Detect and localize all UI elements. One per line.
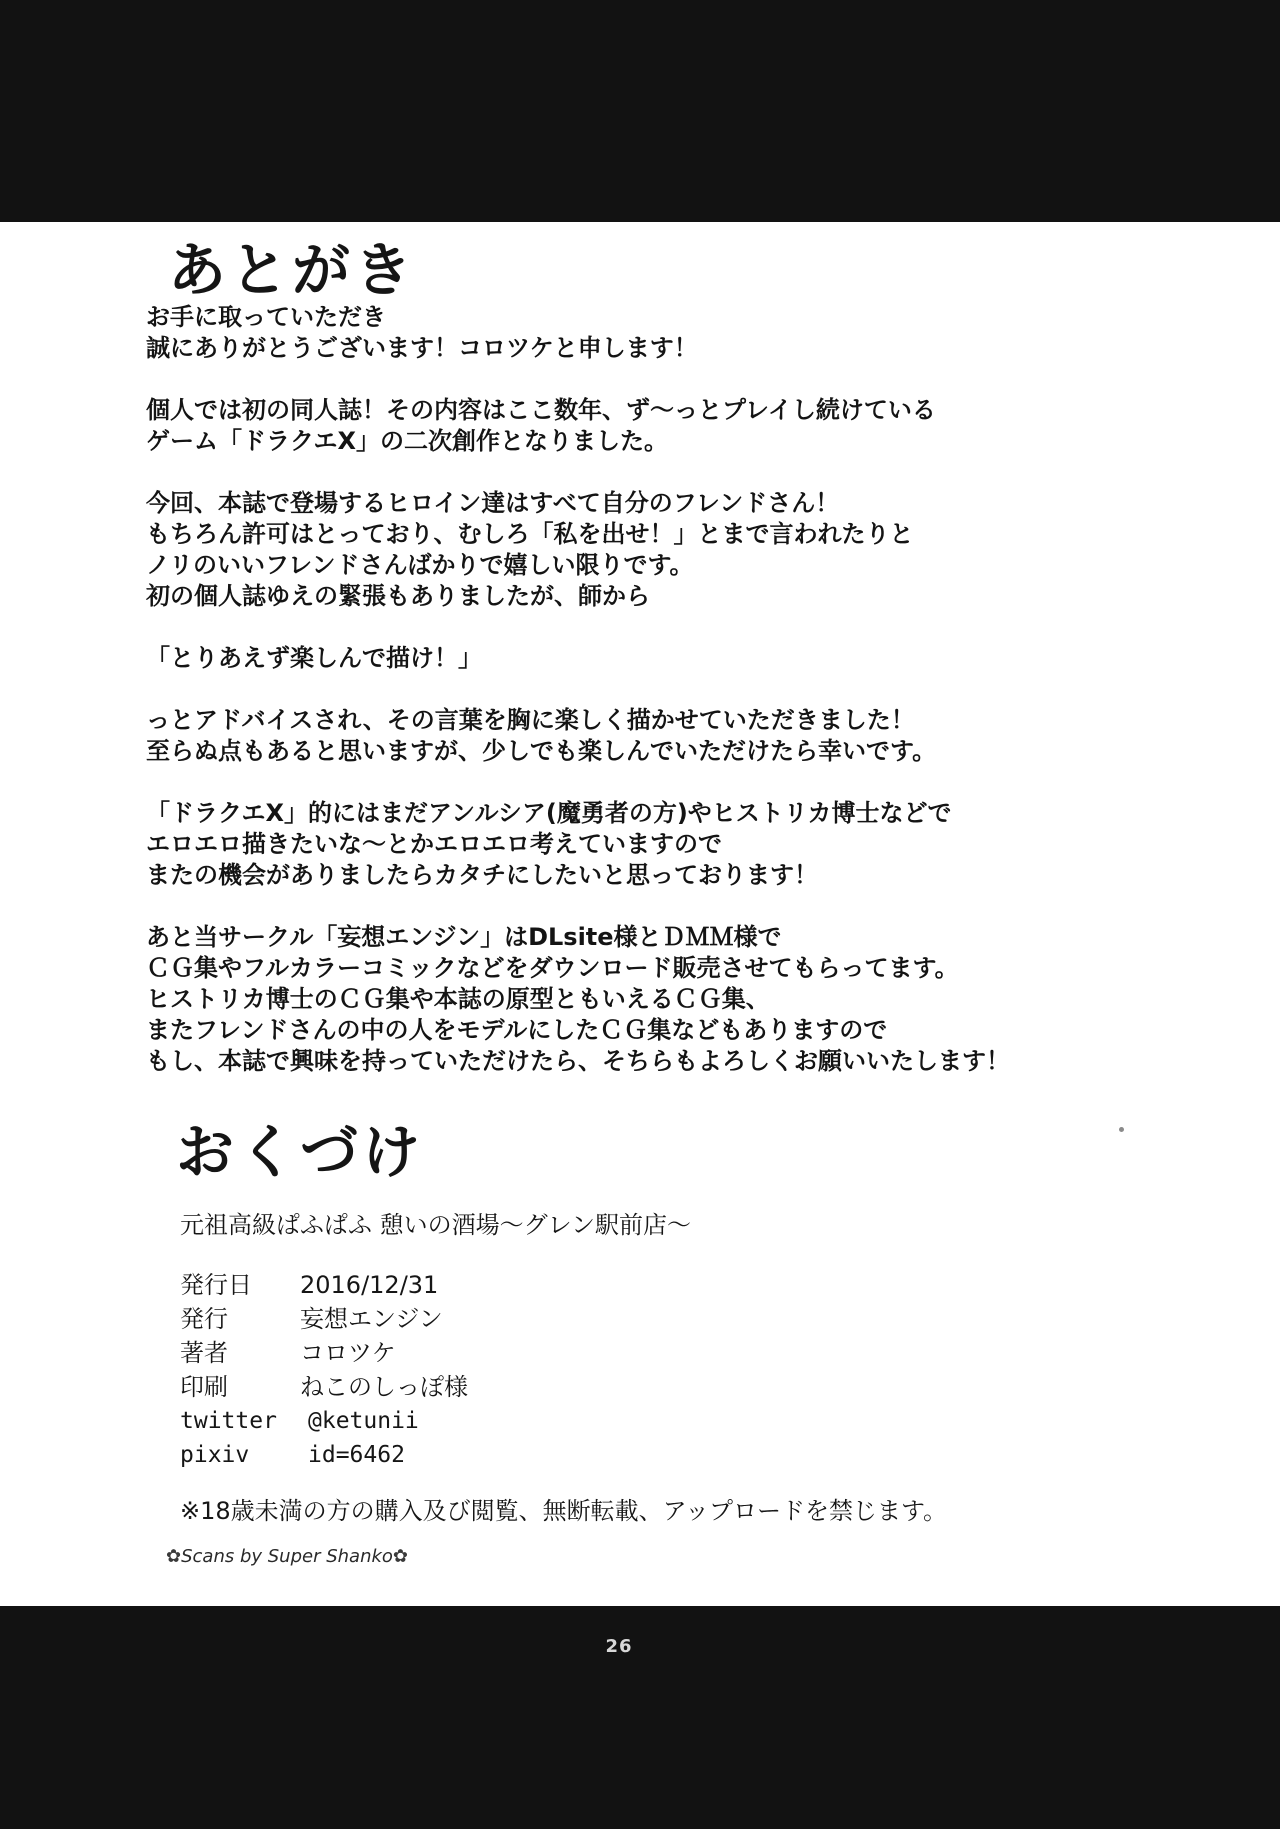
afterword-line: 今回、本誌で登場するヒロイン達はすべて自分のフレンドさん！: [146, 489, 840, 517]
page-number: 26: [605, 1636, 633, 1657]
info-value: ねこのしっぽ様: [300, 1373, 468, 1401]
afterword-line: 初の個人誌ゆえの緊張もありましたが、師から: [146, 582, 650, 610]
book-title: 元祖高級ぱふぱふ 憩いの酒場〜グレン駅前店〜: [180, 1211, 692, 1239]
scan-credit: [166, 1544, 408, 1570]
info-row-release-date: [180, 1268, 1080, 1302]
colophon-heading: おくづけ: [176, 1118, 425, 1186]
afterword-line: エロエロ描きたいな〜とかエロエロ考えていますので: [146, 830, 722, 858]
info-key: 発行: [180, 1305, 228, 1333]
info-key: pixiv: [180, 1442, 250, 1468]
paragraph-gap: [146, 457, 1146, 488]
colophon-details: [180, 1208, 1080, 1528]
afterword-line: またの機会がありましたらカタチにしたいと思っております！: [146, 861, 818, 889]
afterword-line: ノリのいいフレンドさんばかりで嬉しい限りです。: [146, 551, 694, 579]
afterword-body: [146, 302, 1146, 1077]
afterword-line: 誠にありがとうございます！コロツケと申します！: [146, 334, 698, 362]
flower-ornament-icon: ✿: [166, 1546, 182, 1567]
afterword-line: 個人では初の同人誌！その内容はここ数年、ず〜っとプレイし続けている: [146, 396, 936, 424]
afterword-quote: 「とりあえず楽しんで描け！」: [146, 644, 482, 672]
info-value: コロツケ: [300, 1339, 396, 1367]
afterword-line: またフレンドさんの中の人をモデルにしたＣＧ集などもありますので: [146, 1016, 888, 1044]
info-value: id=6462: [308, 1442, 405, 1468]
paragraph-gap: [146, 364, 1146, 395]
afterword-line: お手に取っていただき: [146, 303, 386, 331]
info-key: 発行日: [180, 1271, 252, 1299]
info-value: 2016/12/31: [300, 1271, 439, 1299]
afterword-line: ゲーム「ドラクエX」の二次創作となりました。: [146, 427, 669, 455]
afterword-line: もし、本誌で興味を持っていただけたら、そちらもよろしくお願いいたします！: [146, 1047, 1010, 1075]
info-value: 妄想エンジン: [300, 1305, 443, 1333]
info-row-twitter: [180, 1404, 1080, 1438]
afterword-line: あと当サークル「妄想エンジン」はDLsite様とＤＭＭ様で: [146, 923, 782, 951]
afterword-line: 至らぬ点もあると思いますが、少しでも楽しんでいただけたら幸いです。: [146, 737, 937, 765]
info-row-publisher: [180, 1302, 1080, 1336]
top-scan-border: [0, 0, 1280, 222]
afterword-line: もちろん許可はとっており、むしろ「私を出せ！」とまで言われたりと: [146, 520, 914, 548]
afterword-line: 「ドラクエX」的にはまだアンルシア(魔勇者の方)やヒストリカ博士などで: [146, 799, 952, 827]
afterword-line: ＣＧ集やフルカラーコミックなどをダウンロード販売させてもらってます。: [146, 954, 959, 982]
info-key: 印刷: [180, 1373, 228, 1401]
afterword-heading: あとがき: [168, 236, 417, 304]
paragraph-gap: [146, 674, 1146, 705]
age-restriction-notice: ※18歳未満の方の購入及び閲覧、無断転載、アップロードを禁じます。: [180, 1497, 948, 1525]
info-row-printer: [180, 1370, 1080, 1404]
info-key: 著者: [180, 1339, 228, 1367]
paragraph-gap: [146, 891, 1146, 922]
paragraph-gap: [146, 612, 1146, 643]
afterword-line: っとアドバイスされ、その言葉を胸に楽しく描かせていただきました！: [146, 706, 915, 734]
flower-ornament-icon: ✿: [392, 1546, 409, 1567]
paragraph-gap: [146, 767, 1146, 798]
scan-speck: [1119, 1127, 1124, 1132]
scan-credit-text: Scans by Super Shanko: [181, 1546, 393, 1567]
publication-info: [180, 1268, 1080, 1472]
info-row-pixiv: [180, 1438, 1080, 1472]
info-key: twitter: [180, 1408, 277, 1434]
info-row-author: [180, 1336, 1080, 1370]
info-value: @ketunii: [308, 1408, 419, 1434]
afterword-line: ヒストリカ博士のＣＧ集や本誌の原型ともいえるＣＧ集、: [146, 985, 770, 1013]
